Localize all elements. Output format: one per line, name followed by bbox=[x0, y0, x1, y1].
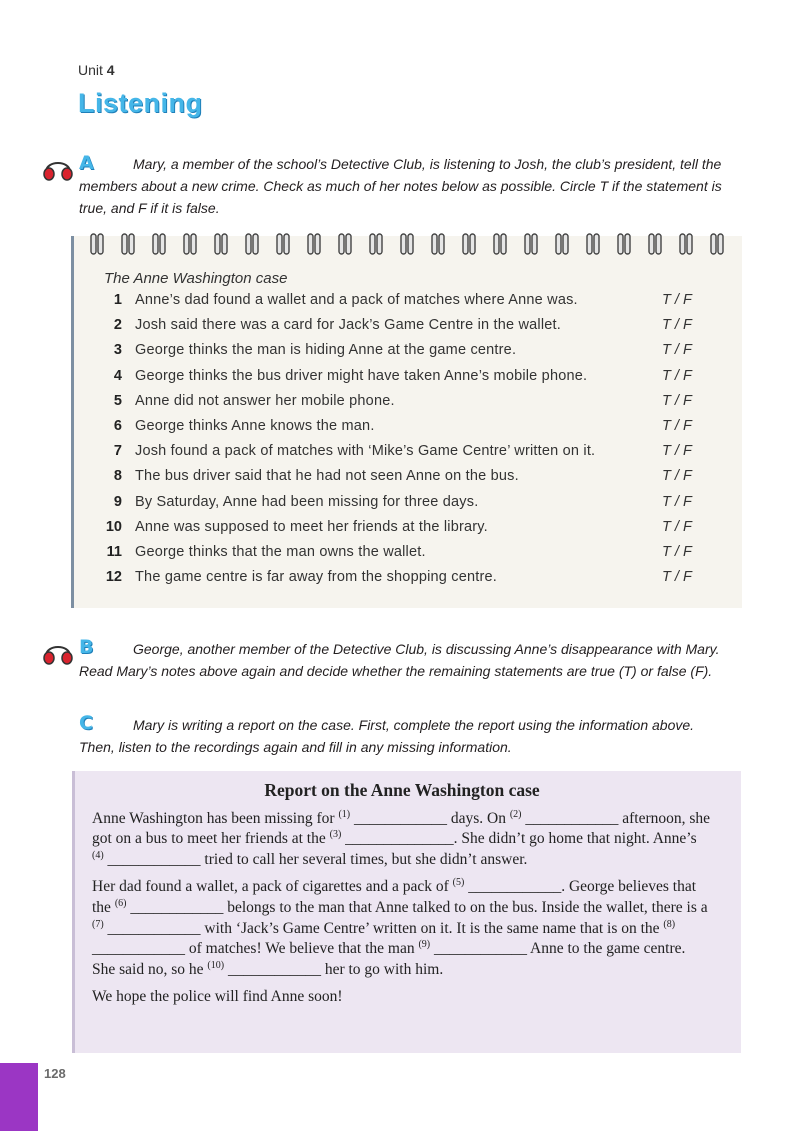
statement-number: 11 bbox=[106, 543, 122, 560]
true-false-choice[interactable]: T / F bbox=[662, 317, 692, 334]
statement-number: 8 bbox=[113, 468, 122, 485]
spiral-ring bbox=[525, 234, 537, 254]
statement-text: Josh said there was a card for Jack’s Game Centre in the wallet. bbox=[135, 317, 561, 334]
notebook-spiral-binding bbox=[85, 231, 737, 257]
statement-text: Anne was supposed to meet her friends at the library. bbox=[135, 518, 488, 535]
report-title: Report on the Anne Washington case bbox=[264, 780, 540, 800]
statement-text: George thinks that the man owns the wallet. bbox=[135, 543, 426, 560]
exercise-a-instruction bbox=[79, 153, 739, 219]
unit-number: 4 bbox=[106, 62, 115, 78]
report-paragraph-2: Her dad found a wallet, a pack of cigarettes and a pack of $^{(5)}$ ____________. George believes that the $^{(6)}$ ____________ belongs to the man that Anne talked to on the bus. Inside the wallet, there is a $^{(7)}$ ____________ with ‘Jack’s Game Centre’ written on it. It is the same name that is on the $^{(8)}$ ____________ of matches! We believe that the man $^{(9)}$ ____________ Anne to the game centre. She said no, so he $^{(10)}$ ____________ her to go with him. bbox=[92, 877, 708, 978]
statement-number: 6 bbox=[113, 417, 122, 434]
spiral-ring bbox=[463, 234, 475, 254]
exercise-b-instruction bbox=[79, 638, 739, 682]
true-false-choice[interactable]: T / F bbox=[662, 342, 692, 359]
spiral-ring bbox=[432, 234, 444, 254]
statement-number: 4 bbox=[113, 367, 122, 384]
statement-text: Anne did not answer her mobile phone. bbox=[135, 392, 395, 409]
statement-row bbox=[100, 292, 720, 317]
spiral-ring bbox=[246, 234, 258, 254]
true-false-choice[interactable]: T / F bbox=[662, 367, 692, 384]
statement-list bbox=[100, 292, 720, 594]
statement-row bbox=[100, 393, 720, 418]
report-paragraph-1: Anne Washington has been missing for $^{(1)}$ ____________ days. On $^{(2)}$ ____________ afternoon, she got on a bus to meet her friends at the $^{(3)}$ ______________. She didn’t go home that night. Anne’s $^{(4)}$ ____________ tried to call her several times, but she didn’t answer. bbox=[92, 808, 711, 868]
spiral-ring bbox=[370, 234, 382, 254]
page-color-bar bbox=[0, 1063, 38, 1131]
statement-text: The game centre is far away from the shopping centre. bbox=[135, 569, 497, 586]
spiral-ring bbox=[215, 234, 227, 254]
spiral-ring bbox=[122, 234, 134, 254]
spiral-ring bbox=[308, 234, 320, 254]
spiral-ring bbox=[494, 234, 506, 254]
section-title: Listening bbox=[78, 88, 203, 118]
statement-text: George thinks the bus driver might have taken Anne’s mobile phone. bbox=[135, 367, 588, 384]
spiral-ring bbox=[680, 234, 692, 254]
true-false-choice[interactable]: T / F bbox=[662, 468, 692, 485]
exercise-a-line-3: true, and F if it is false. bbox=[79, 200, 220, 216]
report-body bbox=[92, 780, 712, 1015]
statement-row bbox=[100, 494, 720, 519]
statement-row bbox=[100, 342, 720, 367]
statement-row bbox=[100, 468, 720, 493]
exercise-c-badge: C bbox=[79, 712, 93, 734]
true-false-choice[interactable]: T / F bbox=[662, 493, 692, 510]
exercise-b-line-2: Read Mary’s notes above again and decide whether the remaining statements are true (T) or false (F). bbox=[79, 663, 713, 679]
statement-text: George thinks the man is hiding Anne at the game centre. bbox=[135, 342, 517, 359]
statement-number: 5 bbox=[113, 392, 122, 409]
spiral-ring bbox=[184, 234, 196, 254]
statement-number: 2 bbox=[113, 317, 122, 334]
statement-row bbox=[100, 569, 720, 594]
spiral-ring bbox=[153, 234, 165, 254]
statement-row bbox=[100, 443, 720, 468]
spiral-ring bbox=[556, 234, 568, 254]
statement-row bbox=[100, 317, 720, 342]
exercise-a-line-2: members about a new crime. Check as much of her notes below as possible. Circle T if the statement is bbox=[79, 178, 722, 194]
statement-number: 10 bbox=[105, 518, 122, 535]
unit-label bbox=[78, 62, 115, 78]
headphones-icon bbox=[40, 154, 76, 182]
spiral-ring bbox=[401, 234, 413, 254]
statement-number: 12 bbox=[105, 569, 122, 586]
exercise-a-line-1: Mary, a member of the school’s Detective Club, is listening to Josh, the club’s president, tell the bbox=[133, 156, 722, 172]
statement-number: 9 bbox=[113, 493, 122, 510]
exercise-c-line-2: Then, listen to the recordings again and fill in any missing information. bbox=[79, 739, 512, 755]
statement-row bbox=[100, 519, 720, 544]
statement-text: Josh found a pack of matches with ‘Mike’s Game Centre’ written on it. bbox=[135, 443, 596, 460]
spiral-ring bbox=[91, 234, 103, 254]
spiral-ring bbox=[618, 234, 630, 254]
spiral-ring bbox=[649, 234, 661, 254]
statement-number: 3 bbox=[113, 342, 122, 359]
true-false-choice[interactable]: T / F bbox=[662, 543, 692, 560]
true-false-choice[interactable]: T / F bbox=[662, 292, 692, 308]
statement-number: 1 bbox=[113, 292, 122, 308]
statement-text: George thinks Anne knows the man. bbox=[135, 417, 375, 434]
unit-word: Unit bbox=[78, 62, 103, 78]
statement-text: The bus driver said that he had not seen Anne on the bus. bbox=[135, 468, 519, 485]
spiral-ring bbox=[339, 234, 351, 254]
headphones-icon bbox=[40, 638, 76, 666]
spiral-ring bbox=[277, 234, 289, 254]
exercise-c-line-1: Mary is writing a report on the case. First, complete the report using the information above. bbox=[133, 717, 695, 733]
statement-text: By Saturday, Anne had been missing for three days. bbox=[135, 493, 479, 510]
true-false-choice[interactable]: T / F bbox=[662, 518, 692, 535]
exercise-a-badge: A bbox=[79, 152, 94, 174]
spiral-ring bbox=[587, 234, 599, 254]
true-false-choice[interactable]: T / F bbox=[662, 569, 692, 586]
exercise-b-line-1: George, another member of the Detective Club, is discussing Anne’s disappearance with Mary. bbox=[133, 641, 720, 657]
spiral-ring bbox=[711, 234, 723, 254]
statement-text: Anne’s dad found a wallet and a pack of matches where Anne was. bbox=[135, 292, 578, 308]
statement-row bbox=[100, 368, 720, 393]
exercise-c-instruction bbox=[79, 714, 739, 758]
true-false-choice[interactable]: T / F bbox=[662, 417, 692, 434]
exercise-b-badge: B bbox=[79, 636, 94, 658]
report-paragraph-3: We hope the police will find Anne soon! bbox=[92, 988, 343, 1006]
statement-row bbox=[100, 418, 720, 443]
notes-title: The Anne Washington case bbox=[104, 270, 288, 287]
true-false-choice[interactable]: T / F bbox=[662, 392, 692, 409]
true-false-choice[interactable]: T / F bbox=[662, 443, 692, 460]
statement-number: 7 bbox=[113, 443, 122, 460]
page-number: 128 bbox=[44, 1066, 66, 1081]
statement-row bbox=[100, 544, 720, 569]
